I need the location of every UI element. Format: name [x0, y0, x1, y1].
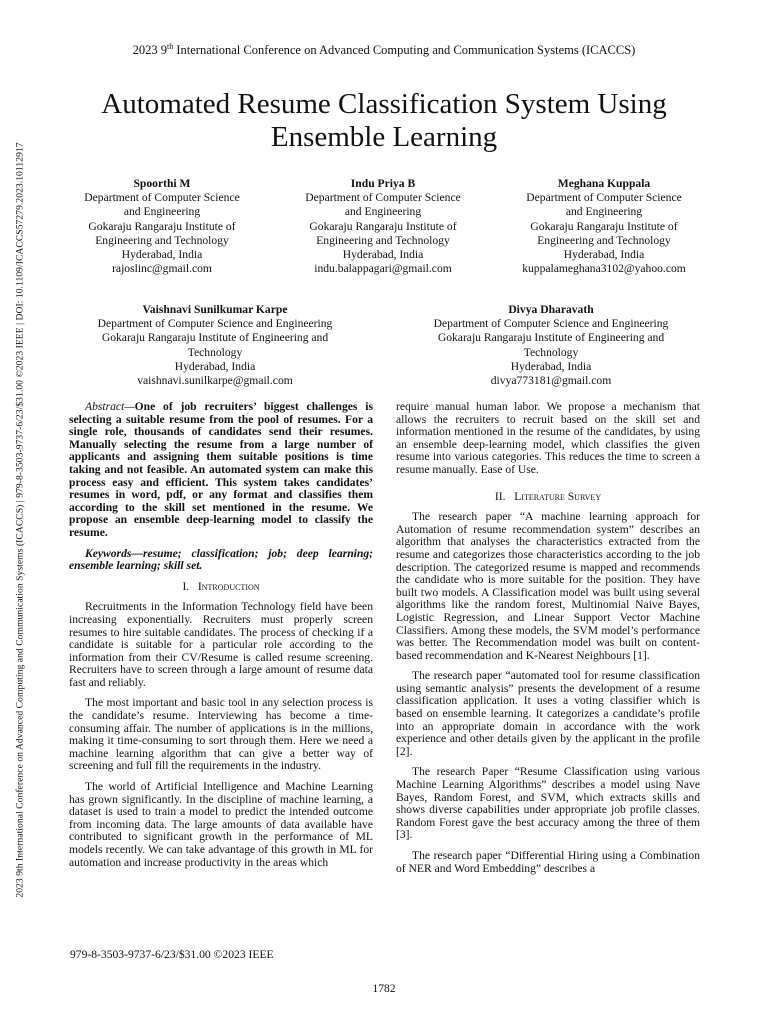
author-affiliation: Department of Computer Science and Engineering: [97, 317, 333, 331]
author-affiliation: and Engineering: [123, 205, 201, 219]
author-affiliation: Department of Computer Science: [305, 191, 461, 205]
intro-paragraph: Recruitments in the Information Technology field have been increasing exponentially. Recruiters must properly screen resumes to hire suitable candidates. The process of checking if a candidate is suitable for a particular role according to the information from their CV/Resume is called resume screening. Recruiters have to screen through a large amount of resume data fast and reliably.: [69, 600, 373, 689]
author-location: Hyderabad, India: [121, 248, 203, 262]
author-email: rajoslinc@gmail.com: [112, 262, 212, 276]
literature-paragraph: The research Paper “Resume Classification using various Machine Learning Algorithms” describes a model using Nave Bayes, Random Forest, and SVM, which extracts skills and shows diverse capabilities under appropriate job profile classes. Random Forest gave the best accuracy among the three of them [3].: [396, 765, 700, 842]
author-email: vaishnavi.sunilkarpe@gmail.com: [137, 374, 293, 388]
abstract-label: Abstract—: [85, 400, 135, 413]
copyright-notice: 979-8-3503-9737-6/23/$31.00 ©2023 IEEE: [70, 948, 274, 961]
author-affiliation: Gokaraju Rangaraju Institute of Engineering and: [437, 331, 665, 345]
section-heading-literature-survey: [396, 491, 700, 504]
author-block-4: [72, 303, 358, 388]
author-block-2: [283, 177, 483, 276]
author-affiliation: and Engineering: [344, 205, 422, 219]
author-affiliation: and Engineering: [565, 205, 643, 219]
section-heading-introduction: [69, 581, 373, 594]
author-location: Hyderabad, India: [510, 359, 592, 373]
section-title: Literature Survey: [514, 489, 602, 503]
side-doi-text: 2023 9th International Conference on Advanced Computing and Communication Systems (ICACCS) | 979-8-3503-9737-6/23/$31.00 ©2023 IEEE | DOI: 10.1109/ICACCS57279.2023.10112917: [14, 142, 26, 898]
paper-title: [60, 88, 708, 154]
author-affiliation: Department of Computer Science and Engineering: [433, 317, 669, 331]
conference-name: International Conference on Advanced Computing and Communication Systems (ICACCS): [173, 43, 636, 58]
section-number: II.: [494, 489, 506, 503]
author-name: Indu Priya B: [350, 177, 416, 190]
author-affiliation: Technology: [187, 345, 243, 359]
author-affiliation: Engineering and Technology: [95, 233, 229, 247]
author-email: indu.balappagari@gmail.com: [314, 262, 452, 276]
intro-paragraph-continued: require manual human labor. We propose a mechanism that allows the recruiters to recruit based on the skill set and information mentioned in the resume of the candidates, by using an ensemble deep-learning model, which classifies the given resume into various categories. This reduces the time to screen a resume manually. Ease of Use.: [396, 400, 700, 476]
author-name: Spoorthi M: [133, 177, 191, 190]
page-number: 1782: [372, 982, 396, 995]
left-column: [69, 401, 373, 877]
author-affiliation: Gokaraju Rangaraju Institute of: [309, 219, 457, 233]
author-affiliation: Technology: [523, 345, 579, 359]
author-name: Vaishnavi Sunilkumar Karpe: [142, 303, 288, 316]
author-block-1: [62, 177, 262, 276]
author-location: Hyderabad, India: [342, 248, 424, 262]
author-affiliation: Engineering and Technology: [537, 233, 671, 247]
literature-paragraph: The research paper “automated tool for resume classification using semantic analysis” presents the development of a resume classification application. It uses a voting classifier which is based on ensemble learning. It categorizes a candidate’s profile into an appropriate domain in accordance with the work experience and other details given by the applicant in the profile [2].: [396, 669, 700, 758]
conference-sup: th: [167, 42, 174, 51]
author-affiliation: Gokaraju Rangaraju Institute of: [530, 219, 678, 233]
abstract: [69, 401, 373, 540]
author-block-3: [504, 177, 704, 276]
conference-header: [0, 42, 768, 58]
right-column: [396, 401, 700, 883]
author-affiliation: Department of Computer Science: [526, 191, 682, 205]
section-title: Introduction: [197, 579, 260, 593]
author-location: Hyderabad, India: [563, 248, 645, 262]
author-name: Divya Dharavath: [508, 303, 594, 316]
author-affiliation: Department of Computer Science: [84, 191, 240, 205]
side-doi-strip: [12, 120, 28, 920]
author-affiliation: Gokaraju Rangaraju Institute of Engineering and: [101, 331, 329, 345]
literature-paragraph: The research paper “A machine learning approach for Automation of resume recommendation system” describes an algorithm that analyses the characteristics extracted from the resume and categorizes those characteristics according to the job description. The categorized resume is mapped and recommends the candidate who is more suitable for the position. They have built two models. A Classification model was built using several algorithms like the random forest, Multinomial Naive Bayes, Logistic Regression, and Linear Support Vector Machine Classifiers. Among these models, the SVM model’s performance was better. The Recommendation model was built on content-based recommendation and K-Nearest Neighbours [1].: [396, 510, 700, 662]
section-number: I.: [182, 579, 190, 593]
intro-paragraph: The most important and basic tool in any selection process is the candidate’s resume. Interviewing has become a time-consuming affair. The number of applications is in the millions, making it time-consuming to sort through them. Here we need a machine learning algorithm that can give a better way of screening and full fill the requirements in the industry.: [69, 696, 373, 773]
title-line-1: Automated Resume Classification System Using: [101, 88, 667, 120]
title-line-2: Ensemble Learning: [270, 121, 498, 153]
author-email: kuppalameghana3102@yahoo.com: [522, 262, 686, 276]
author-affiliation: Gokaraju Rangaraju Institute of: [88, 219, 236, 233]
author-email: divya773181@gmail.com: [490, 374, 612, 388]
intro-paragraph: The world of Artificial Intelligence and Machine Learning has grown significantly. In the discipline of machine learning, a dataset is used to train a model to predict the intended outcome from incoming data. The large amounts of data available have contributed to significant growth in the performance of ML models recently. We can take advantage of this growth in ML for automation and increase productivity in the areas which: [69, 780, 373, 869]
literature-paragraph: The research paper “Differential Hiring using a Combination of NER and Word Embedding” describes a: [396, 849, 700, 875]
author-name: Meghana Kuppala: [557, 177, 651, 190]
conference-year: 2023 9: [132, 43, 168, 58]
author-block-5: [408, 303, 694, 388]
author-location: Hyderabad, India: [174, 359, 256, 373]
keywords: Keywords—resume; classification; job; deep learning; ensemble learning; skill set.: [69, 546, 373, 573]
author-affiliation: Engineering and Technology: [316, 233, 450, 247]
abstract-text: One of job recruiters’ biggest challenges is selecting a suitable resume from the pool of resumes. For a single role, thousands of candidates send their resumes. Manually selecting the resume from a large number of applicants and assigning them suitable positions is time taking and not feasible. An automated system can make this process easy and efficient. This system takes candidates’ resumes in word, pdf, or any format and classifies them according to the skill set mentioned in the resume. We propose an ensemble deep-learning model to classify the resume.: [69, 400, 373, 539]
